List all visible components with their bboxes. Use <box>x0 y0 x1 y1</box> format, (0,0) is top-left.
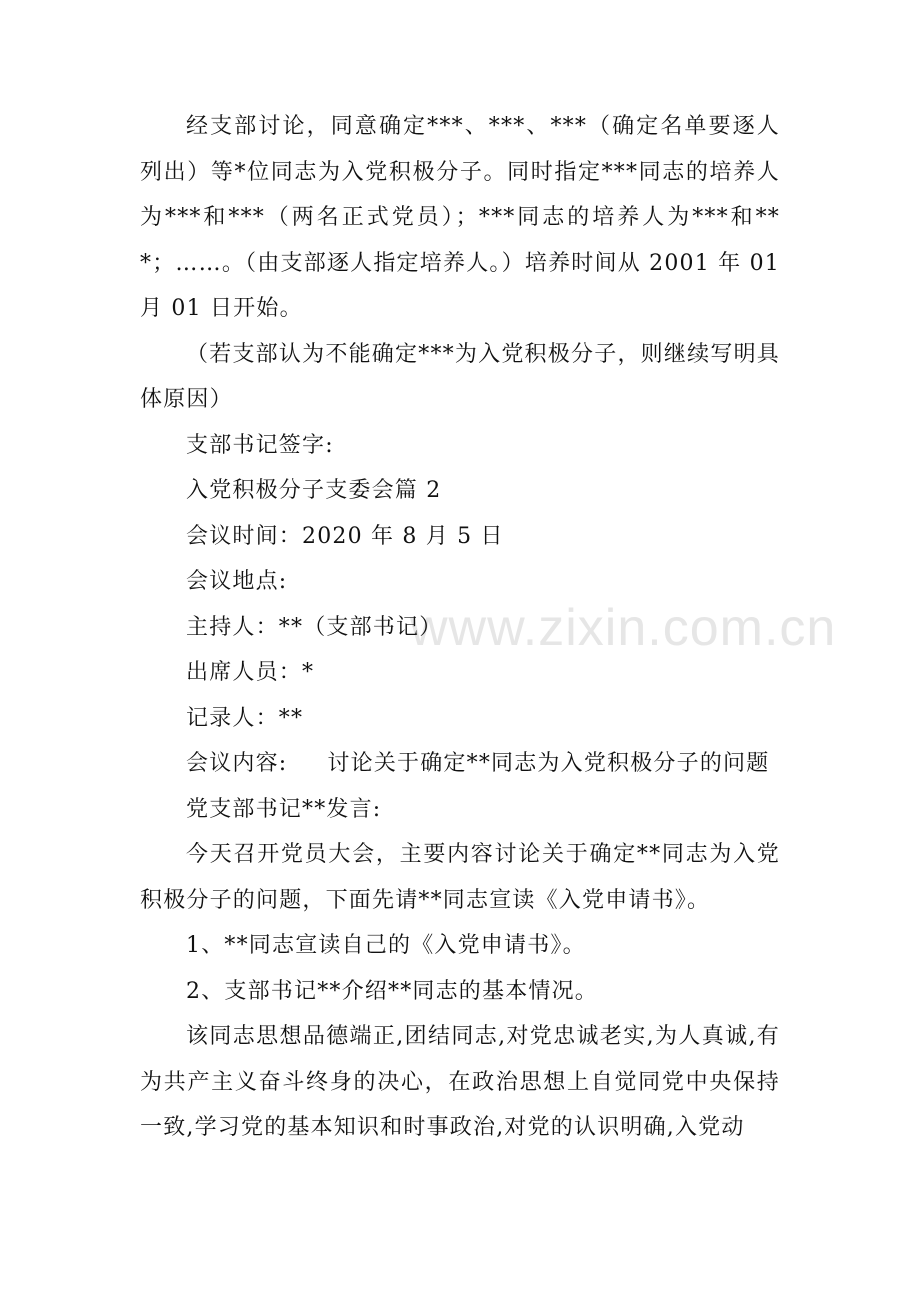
paragraph-candidate-assessment: 该同志思想品德端正,团结同志,对党忠诚老实,为人真诚,有为共产主义奋斗终身的决心，在政治思想上自觉同党中央保持一致,学习党的基本知识和时事政治,对党的认识明确,入党动 <box>140 1024 780 1140</box>
secretary-speech-heading: 党支部书记**发言: <box>186 796 382 822</box>
meeting-recorder: 记录人：** <box>186 705 304 731</box>
paragraph-secretary-signature: 支部书记签字: <box>186 432 334 458</box>
meeting-time: 会议时间：2020 年 8 月 5 日 <box>186 523 504 549</box>
agenda-item-2: 2、支部书记**介绍**同志的基本情况。 <box>186 978 598 1004</box>
section-heading: 入党积极分子支委会篇 2 <box>186 478 442 503</box>
watermark: www.zixin.com.cn <box>410 599 837 657</box>
meeting-location: 会议地点: <box>186 569 288 594</box>
paragraph-activist-confirmation: 经支部讨论，同意确定***、***、***（确定名单要逐人列出）等*位同志为入党积极分子。同时指定***同志的培养人为***和***（两名正式党员）；***同志的培养人为***和***；……。（由支部逐人指定培养人。）培养时间从 2001 年 01 月 01 日开始。 <box>140 114 780 321</box>
meeting-host: 主持人：**（支部书记） <box>186 614 443 640</box>
meeting-attendees: 出席人员：* <box>186 660 315 685</box>
paragraph-rejection-note: （若支部认为不能确定***为入党积极分子，则继续写明具体原因） <box>140 341 780 412</box>
meeting-content <box>140 741 780 787</box>
meeting-content-label: 会议内容: <box>186 751 288 776</box>
document-body <box>140 104 780 1151</box>
paragraph-meeting-opening: 今天召开党员大会，主要内容讨论关于确定**同志为入党积极分子的问题，下面先请**同志宣读《入党申请书》。 <box>140 842 780 913</box>
agenda-item-1: 1、**同志宣读自己的《入党申请书》。 <box>186 933 586 958</box>
meeting-content-value: 讨论关于确定**同志为入党积极分子的问题 <box>327 751 770 776</box>
